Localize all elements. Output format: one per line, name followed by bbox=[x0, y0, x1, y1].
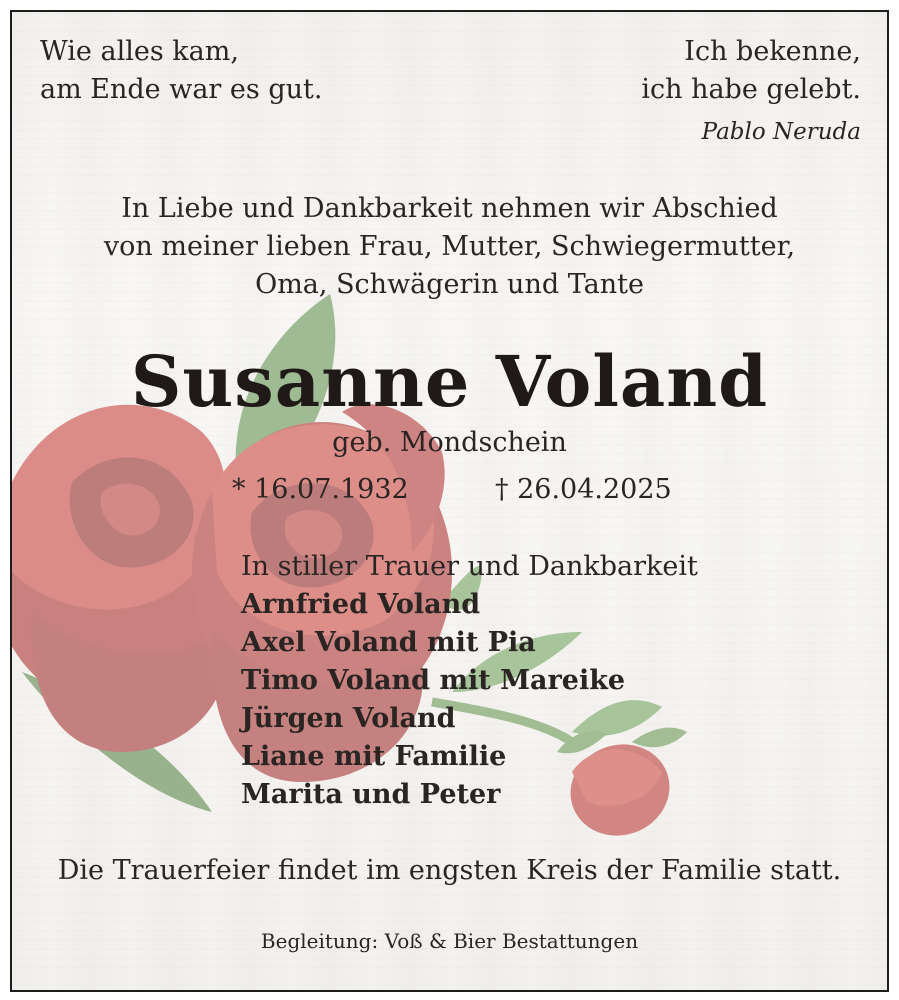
quote-left-line-2: am Ende war es gut. bbox=[40, 74, 323, 105]
deceased-name: Susanne Voland bbox=[130, 340, 769, 423]
undertaker-credit: Begleitung: Voß & Bier Bestattungen bbox=[260, 929, 639, 953]
background-wash bbox=[12, 12, 887, 990]
quote-left-line-1: Wie alles kam, bbox=[40, 36, 239, 67]
intro-line-2: von meiner lieben Frau, Mutter, Schwiegermutter, bbox=[103, 231, 796, 262]
mourner-name: Axel Voland mit Pia bbox=[241, 627, 536, 658]
mourner-name: Arnfried Voland bbox=[241, 589, 481, 620]
obituary-notice bbox=[10, 10, 889, 992]
quote-right-line-2: ich habe gelebt. bbox=[641, 74, 861, 105]
mourner-name: Timo Voland mit Mareike bbox=[241, 665, 626, 696]
intro-line-1: In Liebe und Dankbarkeit nehmen wir Abschied bbox=[121, 193, 778, 224]
mourner-name: Jürgen Voland bbox=[241, 703, 456, 734]
quote-author: Pablo Neruda bbox=[701, 119, 861, 145]
mourner-name: Marita und Peter bbox=[241, 779, 501, 810]
mourners-heading: In stiller Trauer und Dankbarkeit bbox=[241, 551, 698, 582]
intro-line-3: Oma, Schwägerin und Tante bbox=[255, 269, 644, 300]
birth-name: geb. Mondschein bbox=[332, 427, 567, 458]
mourners-list bbox=[241, 548, 698, 814]
death-date: † 26.04.2025 bbox=[495, 474, 672, 505]
mourner-name: Liane mit Familie bbox=[241, 741, 507, 772]
birth-date: * 16.07.1932 bbox=[232, 474, 409, 505]
quote-right-line-1: Ich bekenne, bbox=[684, 36, 861, 67]
funeral-note: Die Trauerfeier findet im engsten Kreis der Familie statt. bbox=[57, 855, 842, 886]
